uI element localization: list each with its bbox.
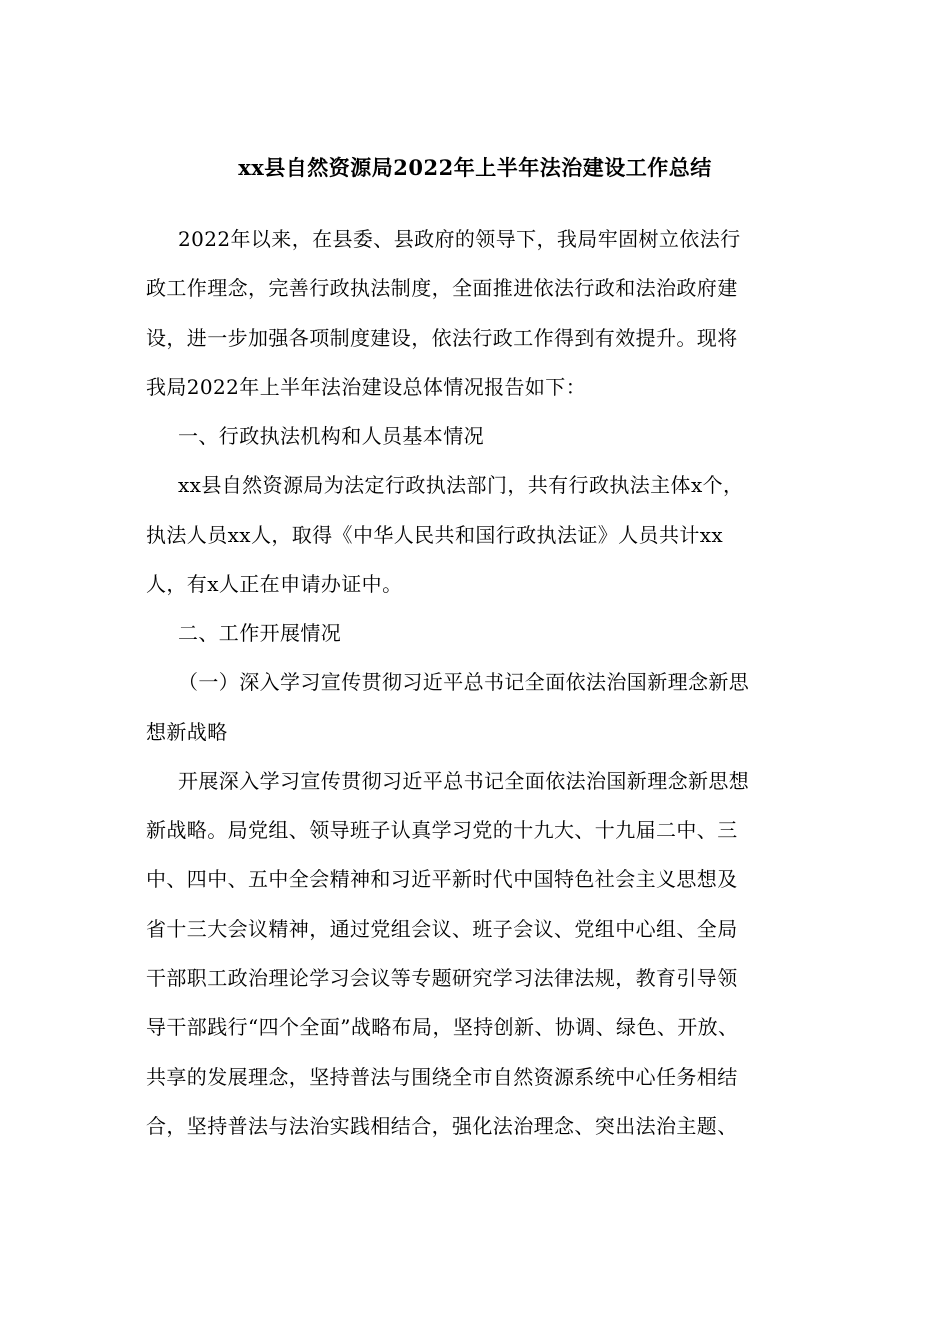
subsection-heading-continued: 想新战略 xyxy=(146,720,228,744)
text-line: 政工作理念，完善行政执法制度，全面推进依法行政和法治政府建 xyxy=(146,276,738,300)
section-heading: 二、工作开展情况 xyxy=(178,621,342,645)
text-line: 合，坚持普法与法治实践相结合，强化法治理念、突出法治主题、 xyxy=(146,1114,738,1138)
text-line: 导干部践行“四个全面”战略布局，坚持创新、协调、绿色、开放、 xyxy=(146,1015,739,1039)
text-line: 开展深入学习宣传贯彻习近平总书记全面依法治国新理念新思想 xyxy=(178,769,750,793)
text-line: 设，进一步加强各项制度建设，依法行政工作得到有效提升。现将 xyxy=(146,326,738,350)
text-line: 干部职工政治理论学习会议等专题研究学习法律法规，教育引导领 xyxy=(146,966,738,990)
text-line: 执法人员xx人，取得《中华人民共和国行政执法证》人员共计xx xyxy=(146,523,724,547)
text-line: 人，有x人正在申请办证中。 xyxy=(146,572,403,596)
text-line: xx县自然资源局为法定行政执法部门，共有行政执法主体x个， xyxy=(178,473,744,497)
section-heading: 一、行政执法机构和人员基本情况 xyxy=(178,424,484,448)
text-line: 我局2022年上半年法治建设总体情况报告如下： xyxy=(146,375,587,399)
text-line: 新战略。局党组、领导班子认真学习党的十九大、十九届二中、三 xyxy=(146,818,738,842)
subsection-heading: （一）深入学习宣传贯彻习近平总书记全面依法治国新理念新思 xyxy=(178,670,750,694)
text-line: 省十三大会议精神，通过党组会议、班子会议、党组中心组、全局 xyxy=(146,917,738,941)
document-title: xx县自然资源局2022年上半年法治建设工作总结 xyxy=(238,155,712,180)
text-line: 中、四中、五中全会精神和习近平新时代中国特色社会主义思想及 xyxy=(146,867,738,891)
text-line: 共享的发展理念，坚持普法与围绕全市自然资源系统中心任务相结 xyxy=(146,1065,738,1089)
text-line: 2022年以来，在县委、县政府的领导下，我局牢固树立依法行 xyxy=(178,227,741,251)
